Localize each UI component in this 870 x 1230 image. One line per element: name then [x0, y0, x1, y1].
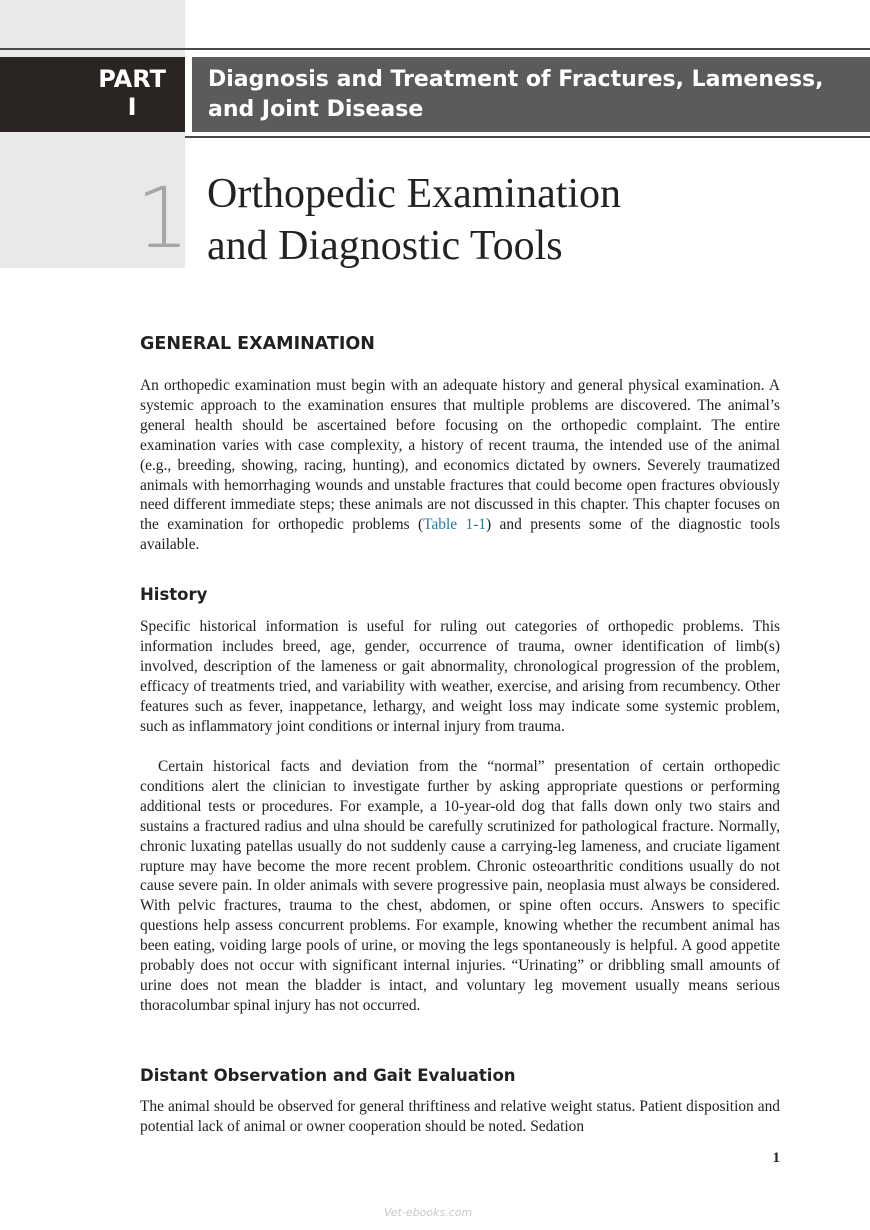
- chapter-title-line-1: Orthopedic Examination: [207, 171, 622, 217]
- table-1-1-link[interactable]: Table 1-1: [423, 516, 487, 534]
- watermark: Vet-ebooks.com: [384, 1206, 473, 1219]
- part-label: [98, 65, 166, 121]
- paragraph-text: ) and presents some of the diagnostic tools available.: [140, 516, 780, 554]
- page-number: 1: [772, 1150, 780, 1166]
- paragraph-gait-1: The animal should be observed for general thriftiness and relative weight status. Patient disposition and potential lack of animal or owner cooperation should be noted. Sedation: [140, 1098, 780, 1135]
- part-label-word: PART: [98, 65, 166, 93]
- heading-distant-observation: Distant Observation and Gait Evaluation: [140, 1066, 516, 1085]
- paragraph-history-1: Specific historical information is useful for ruling out categories of orthopedic problems. This information includes breed, age, gender, occurrence of trauma, owner identification of limb(s) involved, description of the lameness or gait abnormality, chronological progression of the problem, efficacy of treatments tried, and variability with weather, exercise, and arising from recumbency. Other features such as fever, inappetance, lethargy, and weight loss may indicate some systemic problem, such as inflammatory joint conditions or internal injury from trauma.: [140, 618, 780, 735]
- paragraph-text: An orthopedic examination must begin with an adequate history and general physical examination. A systemic approach to the examination ensures that multiple problems are discovered. The animal’s general health should be ascertained before focusing on the orthopedic complaint. The entire examination varies with case complexity, a history of recent trauma, the intended use of the animal (e.g., breeding, showing, racing, hunting), and economics dictated by owners. Severely traumatized animals with hemorrhaging wounds and unstable fractures that could become open fractures obviously need different immediate steps; these animals are not discussed in this chapter. This chapter focuses on the examination for orthopedic problems (: [140, 377, 780, 534]
- part-title-box: [192, 57, 870, 132]
- part-title: [208, 65, 848, 125]
- chapter-title: [207, 168, 847, 272]
- part-label-box: [0, 57, 185, 132]
- chapter-title-line-2: and Diagnostic Tools: [207, 223, 563, 269]
- part-title-line-2: and Joint Disease: [208, 97, 424, 122]
- part-label-numeral: I: [127, 93, 137, 121]
- paragraph-history-2: Certain historical facts and deviation from the “normal” presentation of certain orthopedic conditions alert the clinician to investigate further by asking appropriate questions or performing additional tests or procedures. For example, a 10-year-old dog that falls down only two stairs and sustains a fractured radius and ulna should be carefully scrutinized for pathological fracture. Normally, chronic luxating patellas usually do not suddenly cause a carrying-leg lameness, and cruciate ligament rupture may have become the more recent problem. Chronic osteoarthritic conditions usually do not cause severe pain. In older animals with severe progressive pain, neoplasia must always be considered. With pelvic fractures, trauma to the chest, abdomen, or spine often occurs. Answers to specific questions help assess concurrent problems. For example, knowing whether the recumbent animal has been eating, voiding large pools of urine, or moving the legs spontaneously is helpful. A good appetite probably does not occur with significant internal injuries. “Urinating” or dribbling small amounts of urine does not mean the bladder is intact, and voluntary leg movement usually means serious thoracolumbar spinal injury has not occurred.: [140, 758, 780, 1014]
- heading-general-examination: GENERAL EXAMINATION: [140, 334, 375, 354]
- heading-history: History: [140, 585, 208, 604]
- paragraph-general-examination: [140, 376, 780, 555]
- middle-rule: [185, 136, 870, 138]
- chapter-number: 1: [136, 169, 190, 267]
- part-title-line-1: Diagnosis and Treatment of Fractures, Lameness,: [208, 67, 824, 92]
- top-rule: [0, 48, 870, 50]
